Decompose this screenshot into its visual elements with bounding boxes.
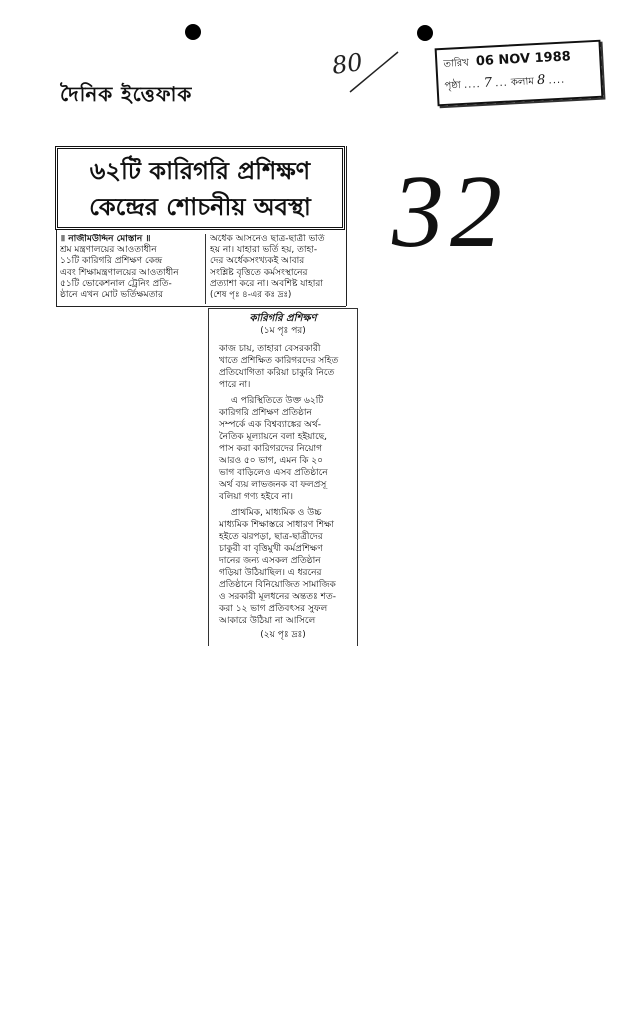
text-line: প্রতিষ্ঠানে বিনিয়োজিত সামাজিক [219, 580, 336, 590]
text-line: আরও ৫০ ভাগ, এমন কি ২০ [219, 456, 323, 466]
text-line: খাতে প্রশিক্ষিত কারিগরদের সহিত [219, 356, 339, 366]
text-line: পাস করা কারিগরদের নিয়োগ [219, 444, 323, 454]
text-line: মাধ্যমিক শিক্ষাস্তরে সাধারণ শিক্ষা [219, 520, 334, 530]
stamp-column-label: কলাম [510, 76, 535, 89]
text-line: গড়িয়া উঠিয়াছিল। এ ধরনের [219, 568, 322, 578]
stamp-dots: .... [548, 74, 566, 87]
date-stamp [435, 40, 604, 107]
handwritten-note: 80 [330, 48, 365, 80]
text-line: এ পরিস্থিতিতে উক্ত ৬২টি [231, 396, 324, 406]
text-line: কাজ চায়, তাহারা বেসরকারী [219, 344, 321, 354]
text-line: সম্পর্কে এক বিশ্বব্যাঙ্কের অর্থ- [219, 420, 322, 430]
column-divider [205, 234, 206, 304]
byline: ॥ নাজীমউদ্দিন মোস্তান ॥ [60, 234, 151, 244]
headline-line: ৬২টি কারিগরি প্রশিক্ষণ [89, 157, 311, 185]
text-line: চাকুরী বা বৃত্তিমুখী কর্মপ্রশিক্ষণ [219, 544, 323, 554]
stamp-dots: ... [495, 77, 509, 90]
newspaper-masthead: দৈনিক ইত্তেফাক [60, 82, 193, 106]
text-line: আকারে উঠিয়া না আসিলে [219, 616, 316, 626]
stamp-date-label: তারিখ [443, 57, 470, 70]
text-line: ষ্ঠানে এখন মোট ভর্তিক্ষমতার [60, 290, 163, 301]
stamp-date: 06 NOV 1988 [475, 49, 572, 70]
clipping-edge [346, 146, 347, 306]
article-column-2 [210, 234, 346, 306]
stamp-page-row [444, 72, 566, 96]
text-line: বলিয়া গণ্য হইবে না। [219, 492, 293, 502]
text-line: শ্রম মন্ত্রণালয়ের আওতাধীন [60, 245, 157, 256]
text-line: প্রতিযোগিতা করিয়া চাকুরি নিতে [219, 368, 335, 378]
handwritten-number: 32 [392, 154, 508, 269]
text-line: দের অর্ধেকসংখ্যকই আবার [210, 256, 305, 267]
headline-line: কেন্দ্রের শোচনীয় অবস্থা [89, 193, 311, 221]
continuation-clipping [208, 308, 358, 646]
stamp-page-label: পৃষ্ঠা [444, 80, 462, 92]
continuation-heading: কারিগরি প্রশিক্ষণ [249, 313, 317, 324]
stamp-column: 8 [536, 72, 546, 89]
text-line: দানের জন্য এসকল প্রতিষ্ঠান [219, 556, 321, 566]
article-headline [55, 146, 345, 230]
text-line: হইতে ঝরপড়া, ছাত্র-ছাত্রীদের [219, 532, 323, 542]
continued-to-note: (২য় পৃঃ দ্রঃ) [260, 630, 306, 640]
text-line: প্রত্যাশা করে না। অবশিষ্ট যাহারা [210, 278, 323, 289]
text-line: পারে না। [219, 380, 251, 390]
text-line: হয় না। যাহারা ভর্তি হয়, তাহা- [210, 245, 318, 256]
text-line: ও সরকারী মূলধনের অন্ততঃ শত- [219, 592, 336, 602]
text-line: নৈতিক মূল্যায়নে বলা হইয়াছে, [219, 432, 328, 442]
text-line: প্রাথমিক, মাধ্যমিক ও উচ্চ [231, 508, 322, 518]
clipping-edge [56, 306, 346, 307]
text-line: ১১টি কারিগরি প্রশিক্ষণ কেন্দ্র [60, 256, 163, 267]
text-line: কারিগরি প্রশিক্ষণ প্রতিষ্ঠান [219, 408, 312, 418]
clipping-edge [56, 230, 57, 306]
continued-note: (শেষ পৃঃ ৪-এর কঃ দ্রঃ) [210, 290, 292, 301]
stamp-date-row [443, 49, 571, 74]
text-line: ৫১টি ভোকেশনাল ট্রেনিং প্রতি- [60, 278, 172, 289]
text-line: সংশ্লিষ্ট বৃত্তিতে কর্মসংস্থানের [210, 267, 308, 278]
text-line: এবং শিক্ষামন্ত্রণালয়ের আওতাধীন [60, 267, 179, 278]
text-line: অর্থ ব্যয় লাভজনক বা ফলপ্রসূ [219, 480, 327, 490]
stamp-page: 7 [483, 75, 493, 91]
text-line: অর্ধেক আসনেও ছাত্র-ছাত্রী ভর্তি [210, 234, 325, 244]
continued-from-note: (১ম পৃঃ পর) [260, 326, 306, 336]
article-column-1 [60, 234, 202, 306]
text-line: ভাগ বাড়িলেও এসব প্রতিষ্ঠানে [219, 468, 328, 478]
text-line: করা ১২ ভাগ প্রতিবৎসর সুফল [219, 604, 328, 614]
stamp-dots: .... [463, 79, 481, 91]
